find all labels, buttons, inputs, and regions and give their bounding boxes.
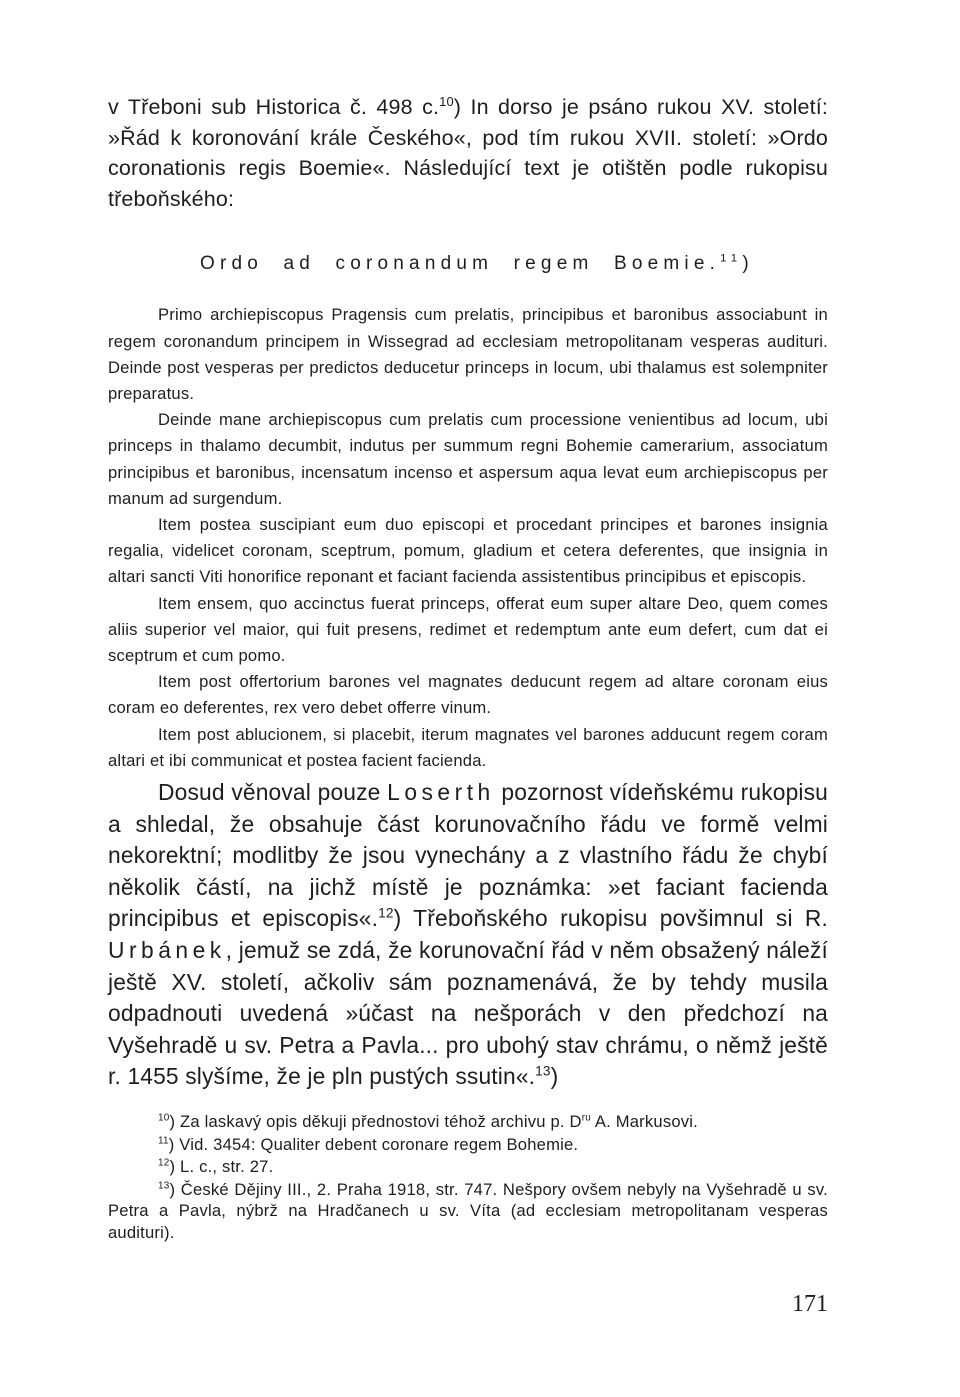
footnote-mark: 13 [158,1180,170,1192]
footnote [108,1156,828,1178]
footnote-ref-13: 13 [535,1063,551,1079]
footnote [108,1179,828,1244]
latin-paragraph: Item post ablucionem, si placebit, iterum magnates vel barones adducunt regem coram altari et ibi communicat et postea facient facienda. [108,724,828,770]
footnote [108,1111,828,1133]
footnote-mark: 10 [158,1112,170,1124]
footnote-superscript: ru [581,1112,591,1124]
intro-text [108,92,828,214]
author-name-urbanek: Urbánek [108,937,226,963]
latin-paragraph: Primo archiepiscopus Pragensis cum prelatis, principibus et baronibus associabunt in regem coronandum principem in Wissegrad ad ecclesiam metropolitanam vesperas audituri. Deinde post vesperas per predictos deducetur princeps in locum, ubi thalamus est solempniter preparatus. [108,305,828,403]
intro-text-end: ) In dorso je psáno rukou XV. století: »Řád k koronování krále Českého«, pod tím rukou XVII. století: »Ordo coronationis regis Boemie«. Následující text je otištěn podle rukopisu třeboňského: [108,95,828,211]
latin-paragraph: Item post offertorium barones vel magnates deducunt regem ad altare coronam eius coram eo deferentes, rex vero debet offerre vinum. [108,672,828,718]
discussion-part: ) [550,1063,559,1090]
footnote-text: A. Markusovi. [590,1111,698,1131]
footnote-text: ) L. c., str. 27. [169,1157,274,1177]
discussion-part: , jemuž se zdá, že korunovační řád v něm obsažený náleží ještě XV. století, ačkoliv sám poznamenává, že by tehdy musila odpadnouti uvedená »účast na nešporách v den předchozí na Vyšehradě u sv. Petra a Pavla... pro ubohý stav chrámu, o němž ještě r. 1455 slyšíme, že je pln pustých ssutin«. [108,937,828,1090]
discussion-part: pozornost vídeňskému rukopisu a shledal, že obsahuje část korunovačního řádu ve formě velmi nekorektní; modlitby že jsou vynechány a z vlastního řádu že chybí několik částí, na jichž místě je poznámka: »et faciant facienda principibus et episcopis«. [108,779,828,932]
footnote-ref-12: 12 [378,905,394,921]
author-name-loserth: Loserth [387,779,495,806]
discussion-text [108,777,828,1093]
footnote-text: ) České Dějiny III., 2. Praha 1918, str. 747. Nešpory ovšem nebyly na Vyšehradě u sv. Petra a Pavla, nýbrž na Hradčanech u sv. Víta (ad ecclesiam metropolitanam vesperas audituri). [108,1179,828,1242]
latin-paragraph: Deinde mane archiepiscopus cum prelatis cum processione venientibus ad locum, ubi princeps in thalamo decumbit, indutus per summum regni Bohemie camerarium, associatum principibus et baronibus, incensatum incenso et aspersum aqua levat eum archiepiscopus per manum ad surgendum. [108,410,828,508]
heading-text: Ordo ad coronandum regem Boemie. [200,253,721,275]
page-number: 171 [792,1291,828,1317]
footnote-text: ) Vid. 3454: Qualiter debent coronare regem Bohemie. [168,1134,579,1154]
discussion-part: Dosud věnoval pouze [158,779,388,806]
intro-paragraph [108,92,828,214]
footnote-text: ) Za laskavý opis děkuji přednostovi téhož archivu p. D [169,1111,582,1131]
discussion-part: ) Třeboňského rukopisu povšimnul si R. [393,905,829,932]
intro-text-start: v Třeboni sub Historica č. 498 c. [108,95,440,119]
latin-paragraph: Item postea suscipiant eum duo episcopi et procedant principes et barones insignia regalia, videlicet coronam, sceptrum, pomum, gladium et cetera deferentes, que insignia in altari sancti Viti honorifice reponant et faciant facienda assistentibus principibus et episcopis. [108,515,828,587]
heading-close: ) [742,253,754,275]
document-page [108,92,828,1245]
latin-paragraph: Item ensem, quo accinctus fuerat princeps, offerat eum super altare Deo, quem comes aliis superior vel maior, qui fuit presens, redimet et redemptum ante eum defert, cum dat ei sceptrum et cum pomo. [108,593,828,666]
latin-text [108,302,828,774]
footnote [108,1134,828,1156]
footnote-mark: 12 [158,1157,170,1169]
footnote-mark: 11 [158,1135,169,1147]
footnotes [108,1111,828,1244]
discussion-paragraph [108,777,828,1093]
footnote-ref-11: 11 [720,253,743,266]
section-heading [200,251,828,277]
footnote-ref-10: 10 [439,93,454,109]
